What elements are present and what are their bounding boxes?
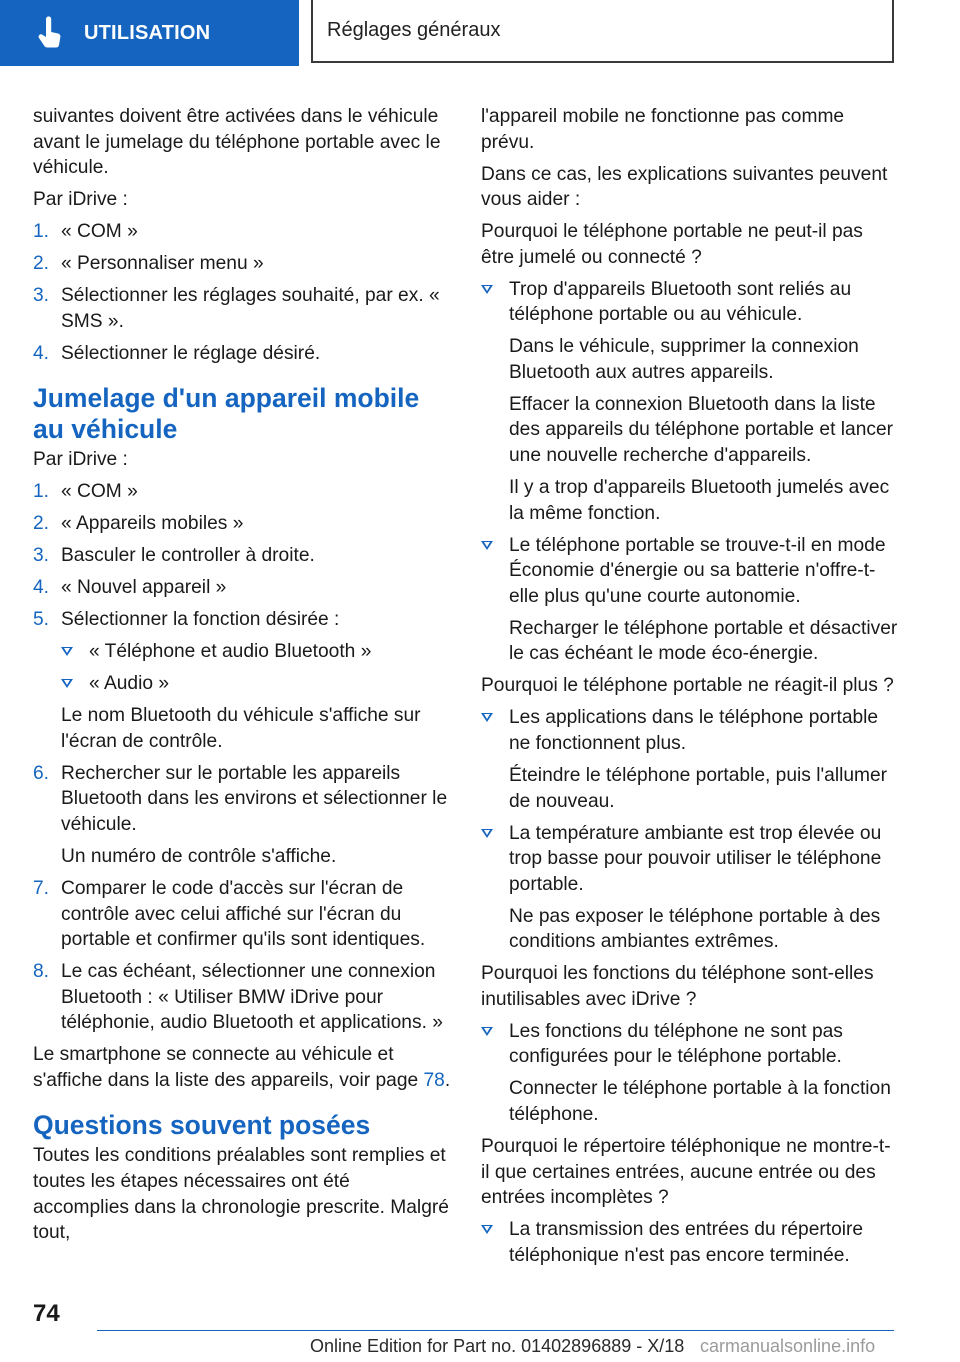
step-item [33, 479, 451, 505]
footer-divider [97, 1330, 894, 1331]
idrive-label: Par iDrive : [33, 449, 128, 471]
step-item [33, 959, 451, 1036]
paragraph: l'appareil mobile ne fonctionne pas comme prévu. [481, 106, 845, 153]
faq-bullet: Les applications dans le téléphone portable ne fonctionnent plus. [481, 705, 899, 756]
page-header [0, 0, 960, 66]
connect-paragraph: Le smartphone se connecte au véhicule et s'affiche dans la liste des appareils, voir page 78. [33, 1044, 451, 1091]
chapter-tab [311, 0, 894, 63]
triangle-bullet-icon [61, 647, 73, 656]
steps-list-pairing [33, 479, 451, 633]
step-text: « Appareils mobiles » [61, 513, 244, 535]
step-item [33, 511, 451, 537]
step-text: Basculer le controller à droite. [61, 545, 315, 567]
steps-list-pairing-cont [33, 761, 451, 838]
step-number: 1. [33, 481, 50, 503]
faq-question: Pourquoi le répertoire téléphonique ne montre-t-il que certaines entrées, aucune entrée ou des entrées incomplètes ? [481, 1136, 891, 1209]
faq-bullet: La transmission des entrées du répertoire téléphonique n'est pas encore terminée. [481, 1217, 899, 1268]
step-note: Un numéro de contrôle s'affiche. [61, 845, 337, 867]
triangle-bullet-icon [481, 829, 493, 838]
steps-list-pairing-cont [33, 876, 451, 1036]
heading-faq: Questions souvent posées [33, 1110, 371, 1141]
step-text: Sélectionner la fonction désirée : [61, 609, 340, 631]
left-column [33, 104, 451, 1252]
faq-answer: Connecter le téléphone portable à la fonction téléphone. [509, 1078, 891, 1126]
step-item [33, 761, 451, 838]
page-number: 74 [33, 1300, 60, 1327]
faq-answer: Il y a trop d'appareils Bluetooth jumelés avec la même fonction. [509, 477, 890, 524]
faq-answer: Dans le véhicule, supprimer la connexion Bluetooth aux autres appareils. [509, 336, 859, 383]
step-note: Le nom Bluetooth du véhicule s'affiche sur l'écran de contrôle. [61, 705, 421, 752]
step-item [33, 283, 451, 334]
step-item [33, 341, 451, 367]
step-number: 7. [33, 877, 50, 899]
faq-question: Pourquoi le téléphone portable ne peut-il pas être jumelé ou connecté ? [481, 221, 863, 268]
step-number: 3. [33, 545, 50, 567]
step-item [33, 251, 451, 277]
step-item [33, 543, 451, 569]
step-item [33, 607, 451, 633]
step-number: 4. [33, 342, 50, 364]
step-text: Sélectionner les réglages souhaité, par ex. « SMS ». [61, 285, 440, 332]
step-text: Sélectionner le réglage désiré. [61, 342, 321, 364]
step-number: 6. [33, 762, 50, 784]
step-number: 8. [33, 961, 50, 983]
triangle-bullet-icon [481, 541, 493, 550]
triangle-bullet-icon [61, 679, 73, 688]
triangle-bullet-icon [481, 713, 493, 722]
faq-question: Pourquoi les fonctions du téléphone sont-elles inutilisables avec iDrive ? [481, 963, 874, 1010]
step-text: Comparer le code d'accès sur l'écran de contrôle avec celui affiché sur l'écran du portable et confirmer qu'ils sont identiques. [61, 877, 426, 951]
paragraph: Dans ce cas, les explications suivantes peuvent vous aider : [481, 163, 888, 211]
step-number: 1. [33, 221, 50, 243]
faq-bullet: Les fonctions du téléphone ne sont pas configurées pour le téléphone portable. [481, 1019, 899, 1070]
idrive-label: Par iDrive : [33, 189, 128, 211]
step-item [33, 219, 451, 245]
option-item: « Téléphone et audio Bluetooth » [61, 639, 451, 665]
section-tab [0, 0, 299, 66]
intro-paragraph: suivantes doivent être activées dans le véhicule avant le jumelage du téléphone portable avec le véhicule. [33, 106, 441, 179]
faq-intro: Toutes les conditions préalables sont remplies et toutes les étapes nécessaires ont été accomplies dans la chronologie prescrite. Malgré tout, [33, 1145, 449, 1244]
triangle-bullet-icon [481, 285, 493, 294]
step-text: Rechercher sur le portable les appareils Bluetooth dans les environs et sélectionner le véhicule. [61, 762, 448, 835]
step-text: « COM » [61, 221, 138, 243]
step-text: Le cas échéant, sélectionner une connexion Bluetooth : « Utiliser BMW iDrive pour téléphonie, audio Bluetooth et applications. » [61, 961, 443, 1034]
step-number: 4. [33, 577, 50, 599]
step-text: « Nouvel appareil » [61, 577, 227, 599]
step-number: 5. [33, 609, 50, 631]
step-number: 2. [33, 253, 50, 275]
faq-bullet: Trop d'appareils Bluetooth sont reliés au téléphone portable ou au véhicule. [481, 277, 899, 328]
faq-answer: Ne pas exposer le téléphone portable à des conditions ambiantes extrêmes. [509, 905, 881, 953]
faq-answer: Recharger le téléphone portable et désactiver le cas échéant le mode éco-énergie. [509, 617, 898, 665]
step-number: 2. [33, 513, 50, 535]
edition-text: Online Edition for Part no. 01402896889 - X/18 [310, 1336, 685, 1356]
step-item [33, 876, 451, 953]
option-item: « Audio » [61, 671, 451, 697]
step-number: 3. [33, 285, 50, 307]
right-column [481, 104, 899, 1275]
faq-bullet: La température ambiante est trop élevée ou trop basse pour pouvoir utiliser le téléphone portable. [481, 821, 899, 898]
hand-pointer-icon [30, 13, 70, 53]
heading-pairing: Jumelage d'un appareil mobile au véhicule [33, 383, 420, 445]
faq-answer: Éteindre le téléphone portable, puis l'allumer de nouveau. [509, 764, 888, 812]
steps-list-settings [33, 219, 451, 366]
watermark: carmanualsonline.info [700, 1336, 876, 1356]
page-link[interactable]: 78 [423, 1069, 445, 1091]
triangle-bullet-icon [481, 1225, 493, 1234]
section-title: UTILISATION [84, 21, 211, 44]
faq-bullet: Le téléphone portable se trouve-t-il en mode Économie d'énergie ou sa batterie n'offre-t-elle plus qu'une courte autonomie. [481, 533, 899, 610]
step-text: « COM » [61, 481, 138, 503]
faq-question: Pourquoi le téléphone portable ne réagit-il plus ? [481, 675, 894, 697]
step-text: « Personnaliser menu » [61, 253, 264, 275]
step-item [33, 575, 451, 601]
triangle-bullet-icon [481, 1027, 493, 1036]
faq-answer: Effacer la connexion Bluetooth dans la liste des appareils du téléphone portable et lancer une nouvelle recherche d'appareils. [509, 393, 894, 467]
chapter-title: Réglages généraux [327, 19, 501, 41]
